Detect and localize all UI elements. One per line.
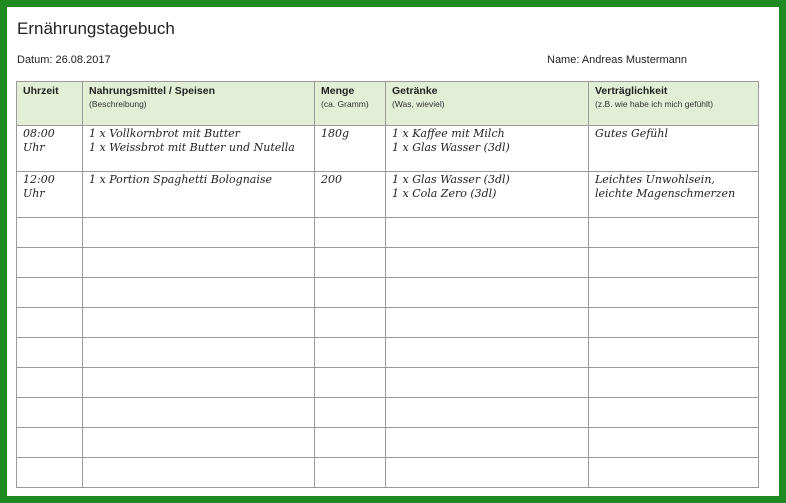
- empty-cell[interactable]: [83, 368, 315, 398]
- empty-row: [17, 368, 759, 398]
- empty-cell[interactable]: [17, 458, 83, 488]
- document-title: Ernährungstagebuch: [17, 19, 175, 38]
- cell-time[interactable]: 12:00 Uhr: [17, 172, 83, 218]
- empty-cell[interactable]: [589, 338, 759, 368]
- cell-food[interactable]: 1 x Vollkornbrot mit Butter 1 x Weissbrot mit Butter und Nutella: [83, 126, 315, 172]
- empty-cell[interactable]: [315, 428, 386, 458]
- cell-amount[interactable]: 180g: [315, 126, 386, 172]
- empty-cell[interactable]: [17, 218, 83, 248]
- empty-cell[interactable]: [315, 338, 386, 368]
- cell-food[interactable]: 1 x Portion Spaghetti Bolognaise: [83, 172, 315, 218]
- header-food: Nahrungsmittel / Speisen (Beschreibung): [83, 82, 315, 126]
- empty-cell[interactable]: [315, 278, 386, 308]
- table-row: [17, 172, 759, 218]
- empty-cell[interactable]: [589, 428, 759, 458]
- empty-cell[interactable]: [315, 458, 386, 488]
- empty-row: [17, 218, 759, 248]
- empty-cell[interactable]: [386, 368, 589, 398]
- table-header-row: [17, 82, 759, 126]
- empty-cell[interactable]: [83, 398, 315, 428]
- diary-table: [16, 81, 759, 488]
- cell-amount[interactable]: 200: [315, 172, 386, 218]
- empty-cell[interactable]: [589, 458, 759, 488]
- empty-cell[interactable]: [17, 308, 83, 338]
- empty-cell[interactable]: [589, 278, 759, 308]
- empty-cell[interactable]: [83, 218, 315, 248]
- empty-row: [17, 458, 759, 488]
- name-field: Name: Andreas Mustermann: [547, 54, 688, 66]
- empty-cell[interactable]: [83, 428, 315, 458]
- empty-cell[interactable]: [386, 308, 589, 338]
- empty-cell[interactable]: [386, 278, 589, 308]
- cell-tolerance[interactable]: Leichtes Unwohlsein, leichte Magenschmerzen: [589, 172, 759, 218]
- empty-cell[interactable]: [17, 278, 83, 308]
- empty-cell[interactable]: [315, 248, 386, 278]
- header-time: Uhrzeit: [17, 82, 83, 126]
- date-field: Datum: 26.08.2017: [17, 54, 111, 66]
- cell-time[interactable]: 08:00 Uhr: [17, 126, 83, 172]
- document-page: [7, 7, 779, 496]
- empty-cell[interactable]: [315, 368, 386, 398]
- table-row: [17, 126, 759, 172]
- empty-cell[interactable]: [83, 278, 315, 308]
- empty-cell[interactable]: [17, 428, 83, 458]
- empty-cell[interactable]: [17, 398, 83, 428]
- empty-cell[interactable]: [17, 338, 83, 368]
- empty-cell[interactable]: [589, 218, 759, 248]
- empty-cell[interactable]: [83, 458, 315, 488]
- empty-cell[interactable]: [315, 398, 386, 428]
- empty-cell[interactable]: [386, 248, 589, 278]
- empty-cell[interactable]: [589, 308, 759, 338]
- empty-cell[interactable]: [83, 338, 315, 368]
- empty-cell[interactable]: [17, 248, 83, 278]
- empty-row: [17, 398, 759, 428]
- empty-cell[interactable]: [17, 368, 83, 398]
- header-amount: Menge (ca. Gramm): [315, 82, 386, 126]
- empty-row: [17, 428, 759, 458]
- empty-cell[interactable]: [315, 308, 386, 338]
- empty-cell[interactable]: [589, 248, 759, 278]
- header-drinks: Getränke (Was, wieviel): [386, 82, 589, 126]
- empty-row: [17, 248, 759, 278]
- empty-cell[interactable]: [386, 428, 589, 458]
- empty-cell[interactable]: [386, 398, 589, 428]
- empty-row: [17, 278, 759, 308]
- header-tolerance: Verträglichkeit (z.B. wie habe ich mich gefühlt): [589, 82, 759, 126]
- empty-row: [17, 338, 759, 368]
- empty-cell[interactable]: [589, 398, 759, 428]
- cell-drinks[interactable]: 1 x Glas Wasser (3dl) 1 x Cola Zero (3dl): [386, 172, 589, 218]
- empty-cell[interactable]: [83, 308, 315, 338]
- empty-cell[interactable]: [386, 218, 589, 248]
- empty-cell[interactable]: [589, 368, 759, 398]
- cell-drinks[interactable]: 1 x Kaffee mit Milch 1 x Glas Wasser (3dl): [386, 126, 589, 172]
- empty-row: [17, 308, 759, 338]
- empty-cell[interactable]: [315, 218, 386, 248]
- empty-cell[interactable]: [386, 338, 589, 368]
- empty-cell[interactable]: [386, 458, 589, 488]
- cell-tolerance[interactable]: Gutes Gefühl: [589, 126, 759, 172]
- empty-cell[interactable]: [83, 248, 315, 278]
